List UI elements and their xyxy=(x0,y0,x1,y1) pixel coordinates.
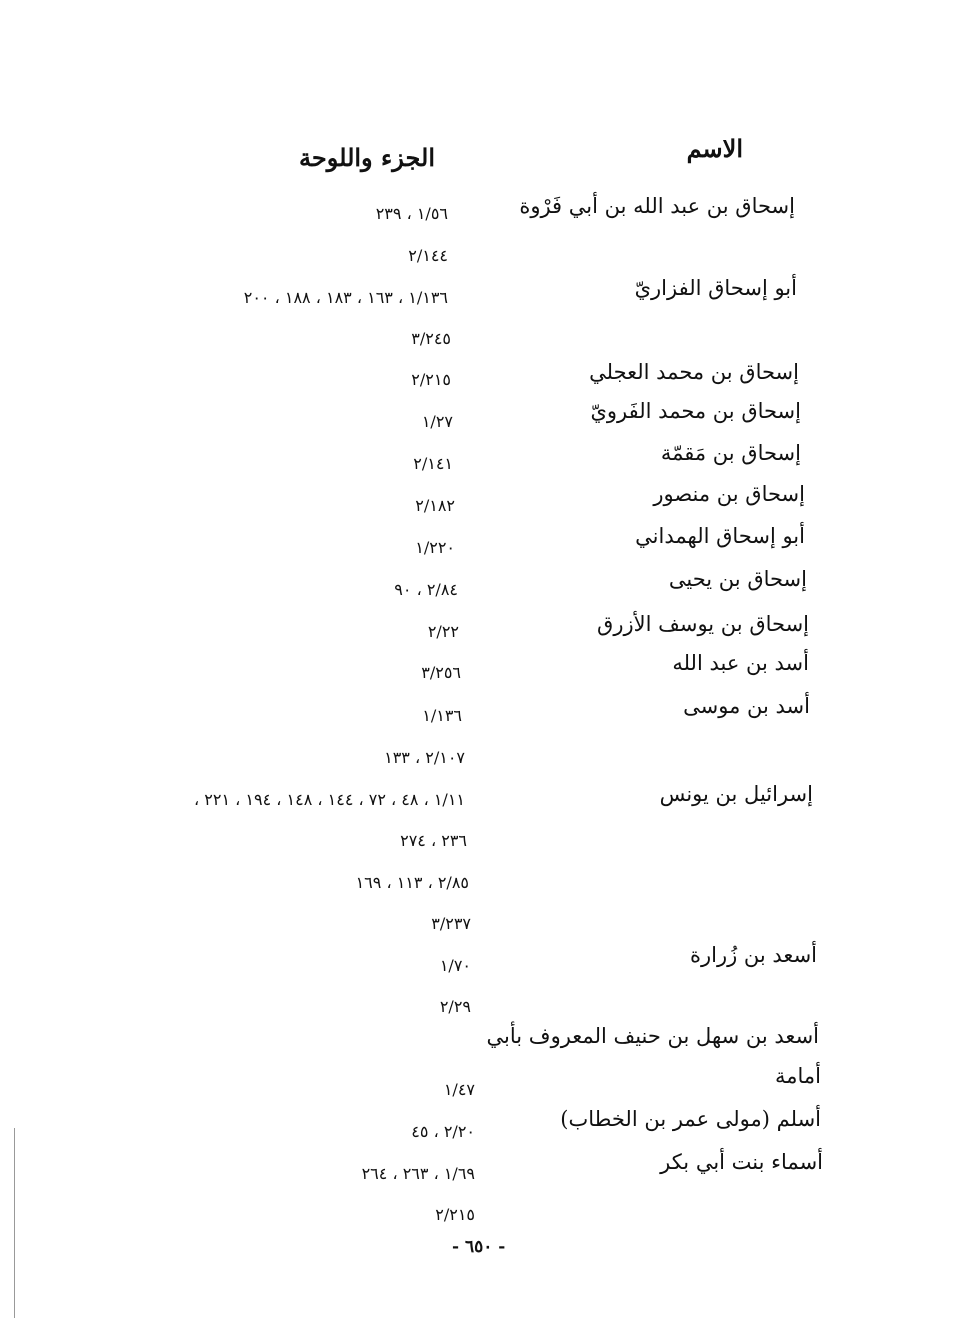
header-ref: الجزء واللوحة xyxy=(299,143,435,172)
entry-ref: ٣/٢٣٧ xyxy=(431,914,471,933)
scan-margin-line xyxy=(14,1128,15,1318)
entry-name: أسد بن عبد الله xyxy=(672,651,809,675)
entry-ref: ١/٥٦ ، ٢٣٩ xyxy=(375,204,448,223)
entry-name: أبو إسحاق الهمداني xyxy=(635,524,805,548)
entry-ref: ١/١٣٦ ، ١٦٣ ، ١٨٣ ، ١٨٨ ، ٢٠٠ xyxy=(243,288,448,307)
entry-ref: ٢/٢٠ ، ٤٥ xyxy=(411,1122,475,1141)
entry-ref: ٢٣٦ ، ٢٧٤ xyxy=(400,831,467,850)
entry-ref: ١/٢٧ xyxy=(421,412,453,431)
entry-ref: ٢/٢٩ xyxy=(439,997,471,1016)
header-name: الاسم xyxy=(686,134,743,163)
entry-name: إسحاق بن يحيى xyxy=(668,567,807,591)
entry-ref: ١/٧٠ xyxy=(439,956,471,975)
entry-name: أبو إسحاق الفزاريّ xyxy=(634,276,797,300)
entry-name: أمامة xyxy=(775,1064,821,1088)
entry-name: إسحاق بن مَقمّة xyxy=(660,441,801,465)
entry-ref: ٢/١٤١ xyxy=(413,454,453,473)
entry-ref: ٢/٢٢ xyxy=(427,622,459,641)
entry-ref: ١/٤٧ xyxy=(443,1080,475,1099)
entry-name: إسحاق بن محمد الفَرويّ xyxy=(590,399,801,423)
entry-name: إسحاق بن محمد العجلي xyxy=(589,360,799,384)
entry-ref: ٣/٢٤٥ xyxy=(411,329,451,348)
entry-name: أسلم (مولى عمر بن الخطاب) xyxy=(560,1107,821,1131)
entry-ref: ٢/٨٤ ، ٩٠ xyxy=(394,580,458,599)
entry-ref: ١/٦٩ ، ٢٦٣ ، ٢٦٤ xyxy=(361,1164,475,1183)
entry-name: إسرائيل بن يونس xyxy=(659,782,813,806)
entry-ref: ٢/٢١٥ xyxy=(435,1205,475,1224)
entry-ref: ١/١١ ، ٤٨ ، ٧٢ ، ١٤٤ ، ١٤٨ ، ١٩٤ ، ٢٢١ ، xyxy=(194,790,465,809)
entry-ref: ١/٢٢٠ xyxy=(415,538,455,557)
entry-ref: ٢/١٨٢ xyxy=(415,496,455,515)
entry-ref: ٢/١٤٤ xyxy=(408,246,448,265)
entry-name: أسد بن موسى xyxy=(683,694,810,718)
entry-name: إسحاق بن منصور xyxy=(653,482,805,506)
entry-ref: ٢/١٠٧ ، ١٣٣ xyxy=(384,748,465,767)
entry-ref: ١/١٣٦ xyxy=(422,706,462,725)
entry-name: إسحاق بن عبد الله بن أبي فَرْوة xyxy=(519,194,795,218)
entry-name: إسحاق بن يوسف الأزرق xyxy=(597,612,809,636)
entry-ref: ٢/٨٥ ، ١١٣ ، ١٦٩ xyxy=(355,873,469,892)
entry-name: أسعد بن سهل بن حنيف المعروف بأبي xyxy=(486,1024,819,1048)
entry-ref: ٢/٢١٥ xyxy=(411,370,451,389)
page-number: - ٦٥٠ - xyxy=(452,1237,506,1257)
entry-name: أسماء بنت أبي بكر xyxy=(660,1150,823,1174)
entry-name: أسعد بن زُرارة xyxy=(689,943,817,967)
entry-ref: ٣/٢٥٦ xyxy=(421,663,461,682)
